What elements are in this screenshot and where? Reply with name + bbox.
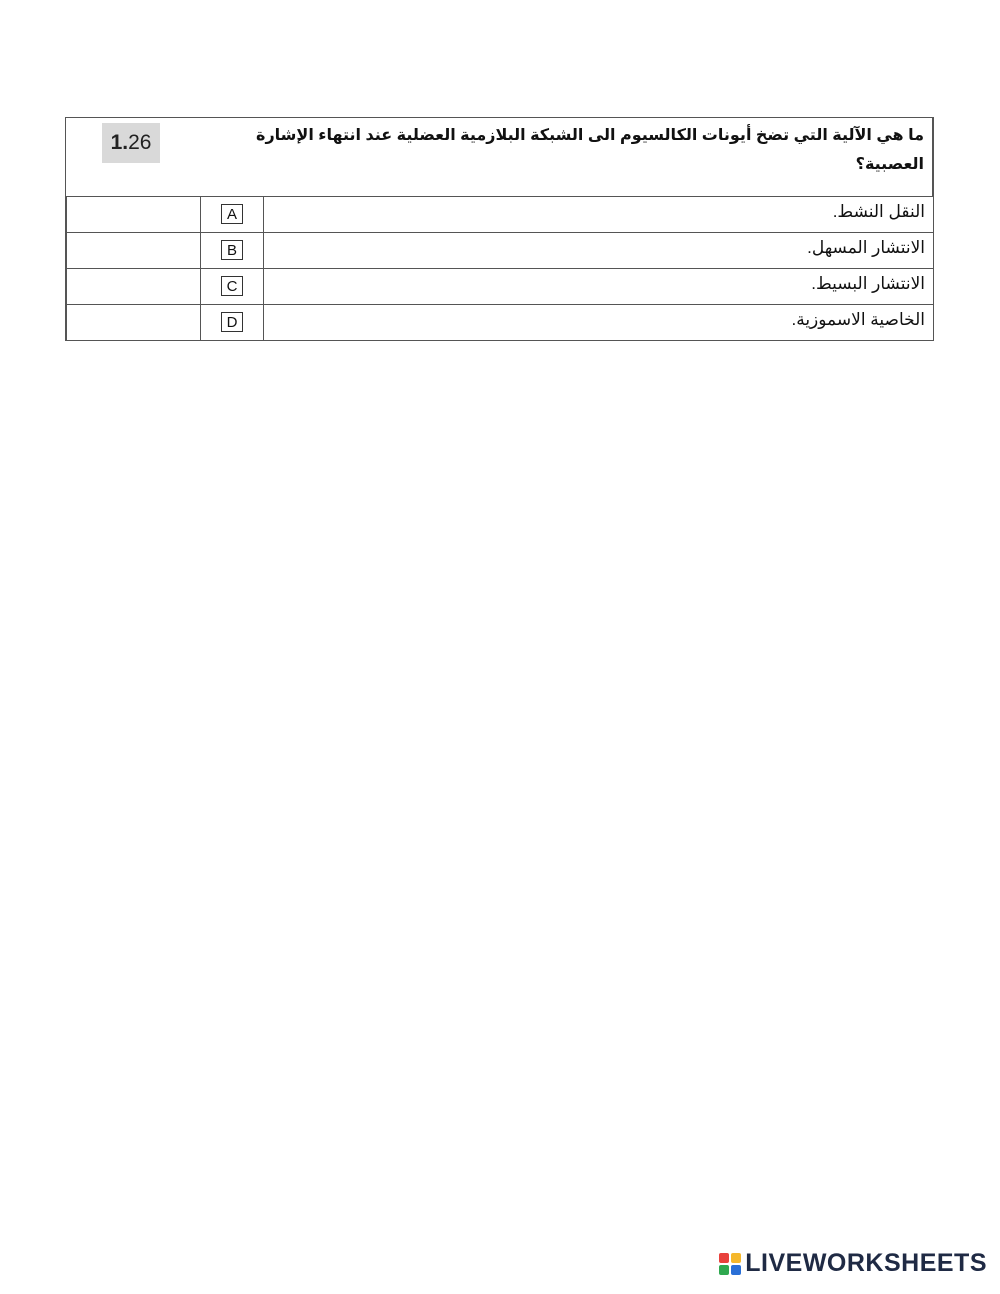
option-text-a[interactable]: النقل النشط. [832, 202, 925, 221]
option-answer-cell-d [66, 305, 200, 340]
option-answer-cell-a [66, 197, 200, 232]
question-number-cell [66, 118, 200, 196]
logo-text: LIVEWORKSHEETS [745, 1249, 987, 1277]
option-text-b[interactable]: الانتشار المسهل. [807, 238, 925, 257]
logo-block-4 [731, 1265, 741, 1275]
option-text-c[interactable]: الانتشار البسيط. [811, 274, 925, 293]
option-text-d[interactable]: الخاصية الاسموزية. [791, 310, 925, 329]
logo-block-1 [719, 1253, 729, 1263]
logo-block-3 [719, 1265, 729, 1275]
option-letter-b[interactable]: B [221, 240, 243, 260]
option-letter-cell-c [200, 269, 264, 304]
liveworksheets-logo [719, 1249, 987, 1278]
logo-blocks-icon [719, 1253, 741, 1275]
option-letter-c[interactable]: C [221, 276, 243, 296]
option-letter-d[interactable]: D [221, 312, 243, 332]
logo-block-2 [731, 1253, 741, 1263]
question-number-suffix: 26 [128, 131, 152, 154]
option-answer-cell-b [66, 233, 200, 268]
question-number-prefix: 1. [110, 131, 129, 154]
option-row-c[interactable] [66, 268, 933, 304]
question-number [102, 123, 160, 163]
option-letter-cell-b [200, 233, 264, 268]
question-table [65, 117, 934, 341]
option-letter-cell-a [200, 197, 264, 232]
question-text: ما هي الآلية التي تضخ أيونات الكالسيوم الى الشبكة البلازمية العضلية عند انتهاء الإشارة العصبية؟ [200, 118, 933, 196]
option-row-b[interactable] [66, 232, 933, 268]
option-letter-a[interactable]: A [221, 204, 243, 224]
question-row [66, 118, 933, 196]
option-row-a[interactable] [66, 196, 933, 232]
option-answer-cell-c [66, 269, 200, 304]
option-letter-cell-d [200, 305, 264, 340]
option-row-d[interactable] [66, 304, 933, 340]
